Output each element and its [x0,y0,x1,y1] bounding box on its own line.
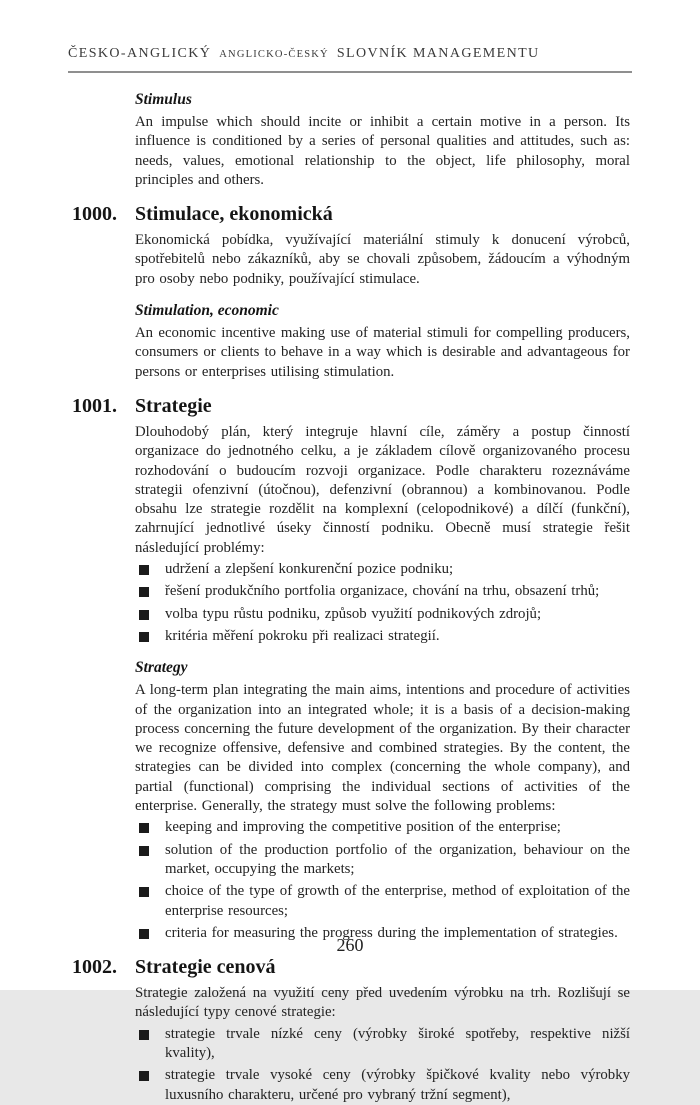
list-item [135,841,630,880]
english-definition-stimulus: An impulse which should incite or inhibit a certain motive in a person. Its influence is conditioned by a series of personal qualities and attitudes, such as: needs, values, emotional relationship to the object, life philosophy, moral principles and others. [135,114,630,188]
bullet-square-icon [139,887,149,897]
bullet-square-icon [139,846,149,856]
entry-stimulus-english-block [135,91,630,190]
entry-1002-headword: Strategie cenová [135,956,276,979]
header-title-english-czech: ANGLICKO-ČESKÝ [219,49,329,60]
entry-1002-heading [72,956,630,979]
bullet-text: kritéria měření pokroku při realizaci strategií. [165,627,440,644]
english-bullet-list-1001 [135,818,630,943]
bullet-text: keeping and improving the competitive position of the enterprise; [165,819,561,836]
entry-1002-czech-block [135,984,630,1105]
bullet-square-icon [139,1071,149,1081]
bullet-text: choice of the type of growth of the enterprise, method of exploitation of the enterprise resources; [165,883,630,919]
bullet-square-icon [139,565,149,575]
header-title-czech-english: ČESKO-ANGLICKÝ [68,46,212,61]
entry-1000-heading [72,203,630,226]
bullet-text: strategie trvale vysoké ceny (výrobky špičkové kvality nebo výrobky luxusního charakteru, určené pro vybraný tržní segment), [165,1067,630,1103]
bullet-text: udržení a zlepšení konkurenční pozice podniku; [165,561,454,578]
entry-1001-headword: Strategie [135,394,212,417]
list-item [135,1025,630,1064]
entry-1002-number: 1002. [72,956,117,979]
list-item [135,582,630,601]
czech-bullet-list-1001 [135,560,630,646]
entry-1001-heading [72,395,630,418]
entry-1001-czech-block [135,423,630,943]
english-headword-stimulus: Stimulus [135,91,192,108]
list-item [135,560,630,579]
english-definition-1000: An economic incentive making use of material stimuli for compelling producers, consumers or clients to behave in a way which is desirable and advantageous for persons or enterprises utilising stimulation. [135,325,630,380]
entry-1001-number: 1001. [72,394,117,417]
bullet-square-icon [139,610,149,620]
czech-bullet-list-1002 [135,1025,630,1105]
bullet-square-icon [139,632,149,642]
bullet-text: řešení produkčního portfolia organizace, chování na trhu, obsazení trhů; [165,583,600,600]
bullet-square-icon [139,587,149,597]
english-headword-1001: Strategy [135,659,188,677]
entry-1000-czech-block [135,231,630,382]
list-item [135,605,630,624]
czech-definition-1001: Dlouhodobý plán, který integruje hlavní cíle, záměry a postup činností organizace do jednotného celku, a je základem cílově organizovaného procesu rozhodování o budoucím rozvoji organizace. Podle charakteru rozeznáváme strategii ofenzivní (útočnou), defenzivní (obrannou) a kombinovanou. Podle obsahu lze strategie rozdělit na komplexní (celopodnikové) a dílčí (funkční), zahrnující jednotlivé úseky činností podniku. Obecně musí strategie řešit následující problémy: [135,423,630,556]
english-headword-1000: Stimulation, economic [135,302,279,320]
header-title-dictionary: SLOVNÍK MANAGEMENTU [336,46,540,61]
entry-1000-headword: Stimulace, ekonomická [135,203,333,226]
bullet-text: strategie trvale nízké ceny (výrobky široké spotřeby, respektive nižší kvality), [165,1025,630,1061]
page-number: 260 [336,935,364,955]
entry-1000-number: 1000. [72,203,117,226]
czech-definition-1002: Strategie založená na využití ceny před uvedením výrobku na trh. Rozlišují se následující typy cenové strategie: [135,985,630,1021]
bullet-text: criteria for measuring the progress during the implementation of strategies. [165,924,618,941]
list-item [135,882,630,921]
bullet-square-icon [139,823,149,833]
bullet-text: volba typu růstu podniku, způsob využití podnikových zdrojů; [165,605,542,622]
czech-definition-1000: Ekonomická pobídka, využívající materiální stimuly k donucení výrobců, spotřebitelů nebo zákazníků, aby se chovali způsobem, žádoucím a výhodným pro osoby nebo podniky, používající stimulace. [135,232,630,287]
list-item [135,627,630,646]
english-definition-1001: A long-term plan integrating the main aims, intentions and procedure of activities of the organization into an integrated whole; it is a basis of a decision-making process concerning the future development of the organization. By their character we recognize offensive, defensive and combined strategies. By the content, the strategies can be divided into complex (concerning the whole company), and partial (functional) comprising the individual sections of activities of the enterprise. Generally, the strategy must solve the following problems: [135,682,630,815]
list-item [135,1066,630,1105]
bullet-text: solution of the production portfolio of the organization, behaviour on the market, occupying the markets; [165,841,630,877]
list-item [135,818,630,837]
bullet-square-icon [139,1030,149,1040]
running-header [68,44,632,73]
